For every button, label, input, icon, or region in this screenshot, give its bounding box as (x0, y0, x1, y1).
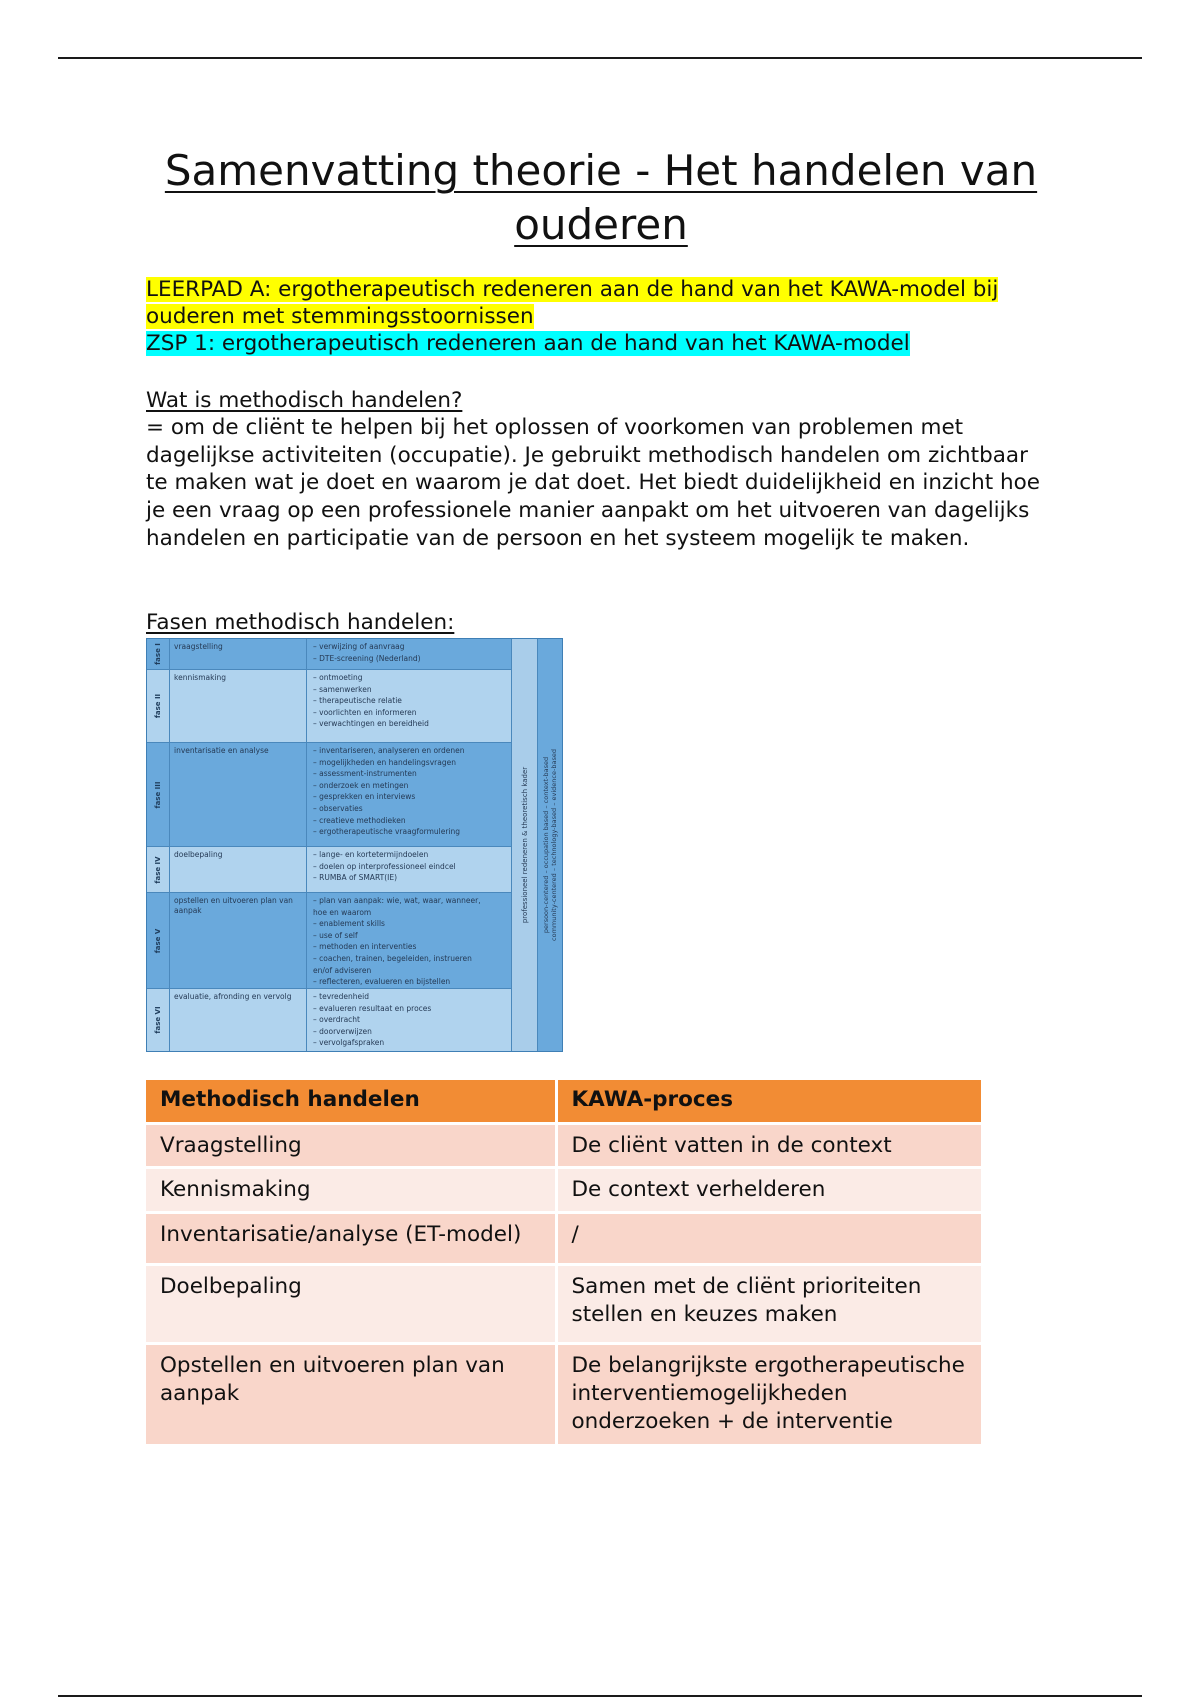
table-cell: Samen met de cliënt prioriteiten stellen en keuzes maken (556, 1264, 981, 1343)
side-label-1: professioneel redeneren & theoretisch kader (520, 766, 529, 924)
table-row (146, 1264, 981, 1343)
phase-row (147, 670, 511, 743)
table-cell: Inventarisatie/analyse (ET-model) (146, 1213, 556, 1265)
phase-name: vraagstelling (170, 639, 307, 669)
column-header: KAWA-proces (556, 1080, 981, 1123)
phase-item: – doorverwijzen (313, 1026, 372, 1036)
table-cell: De context verhelderen (556, 1168, 981, 1213)
phase-item: – observaties (313, 803, 363, 813)
figure-side-band-2 (537, 639, 562, 1051)
phase-item: – onderzoek en metingen (313, 780, 409, 790)
phase-items (307, 847, 511, 886)
zsp-highlight: ZSP 1: ergotherapeutisch redeneren aan de hand van het KAWA-model (146, 331, 910, 356)
phase-item: – mogelijkheden en handelingsvragen (313, 757, 456, 767)
side-label-2a: persoon-centered – occupation based – context-based (542, 756, 550, 934)
column-header: Methodisch handelen (146, 1080, 556, 1123)
table-row (146, 1123, 981, 1168)
phase-item: – enablement skills (313, 919, 385, 929)
phase-name: inventarisatie en analyse (170, 743, 307, 846)
phase-item: en/of adviseren (313, 965, 372, 975)
phase-item: – RUMBA of SMART(IE) (313, 873, 397, 883)
phases-figure (146, 638, 563, 1052)
phase-label: fase I (154, 643, 162, 665)
phase-items (307, 670, 511, 732)
phase-item: – tevredenheid (313, 992, 370, 1001)
phase-items (307, 743, 511, 840)
phase-items (307, 893, 511, 990)
phase-item: – doelen op interprofessioneel eindcel (313, 861, 456, 871)
leerpad-highlight: LEERPAD A: ergotherapeutisch redeneren aan de hand van het KAWA-model bij ouderen met stemmingsstoornissen (146, 277, 999, 329)
table-row (146, 1344, 981, 1446)
phase-row (147, 893, 511, 989)
table-header-row (146, 1080, 981, 1123)
phase-item: – verwachtingen en bereidheid (313, 719, 429, 729)
phase-label: fase III (154, 781, 162, 808)
table-cell: De cliënt vatten in de context (556, 1123, 981, 1168)
phase-item: – therapeutische relatie (313, 696, 402, 706)
phase-item: – methoden en interventies (313, 942, 417, 952)
phase-row (147, 743, 511, 847)
table-cell: Vraagstelling (146, 1123, 556, 1168)
phase-item: – evalueren resultaat en proces (313, 1003, 432, 1013)
table-cell: Kennismaking (146, 1168, 556, 1213)
phase-items (307, 989, 511, 1051)
phase-item: – gesprekken en interviews (313, 792, 416, 802)
phase-items (307, 639, 511, 666)
phases-heading: Fasen methodisch handelen: (146, 610, 455, 635)
phase-item: – samenwerken (313, 684, 372, 694)
phase-item: – overdracht (313, 1015, 360, 1025)
phase-item: – verwijzing of aanvraag (313, 642, 405, 651)
learning-path-block (146, 276, 1056, 357)
phase-label: fase IV (154, 855, 162, 884)
document-title: Samenvatting theorie - Het handelen van ouderen (164, 146, 1038, 249)
phase-item: – coachen, trainen, begeleiden, instrueren (313, 953, 472, 963)
phase-item: – inventariseren, analyseren en ordenen (313, 746, 465, 755)
table-row (146, 1168, 981, 1213)
phase-item: – vervolgafspraken (313, 1038, 385, 1048)
phase-item: hoe en waarom (313, 907, 372, 917)
phase-item: – plan van aanpak: wie, wat, waar, wanneer, (313, 896, 481, 905)
phase-label: fase V (154, 928, 162, 953)
top-rule (58, 57, 1142, 59)
table-row (146, 1213, 981, 1265)
phase-item: – ergotherapeutische vraagformulering (313, 827, 461, 837)
bottom-rule (58, 1695, 1142, 1697)
phase-name: evaluatie, afronding en vervolg (170, 989, 307, 1051)
phase-row (147, 639, 511, 670)
table-cell: De belangrijkste ergotherapeutische interventiemogelijkheden onderzoeken + de interventie (556, 1344, 981, 1446)
phase-item: – use of self (313, 930, 358, 940)
phase-item: – voorlichten en informeren (313, 707, 417, 717)
phase-label: fase II (154, 693, 162, 719)
phase-item: – creatieve methodieken (313, 815, 406, 825)
table-cell: Opstellen en uitvoeren plan van aanpak (146, 1344, 556, 1446)
phase-row (147, 989, 511, 1051)
comparison-table (146, 1080, 981, 1447)
phase-item: – assessment-instrumenten (313, 769, 417, 779)
question-heading: Wat is methodisch handelen? (146, 388, 463, 413)
phase-name: opstellen en uitvoeren plan van aanpak (170, 893, 307, 988)
phase-label: fase VI (154, 1006, 162, 1034)
phase-item: – lange- en kortetermijndoelen (313, 850, 429, 859)
phase-row (147, 847, 511, 893)
table-cell: / (556, 1213, 981, 1265)
phase-item: – DTE-screening (Nederland) (313, 653, 421, 663)
phase-name: doelbepaling (170, 847, 307, 892)
side-label-2b: community-centered – technology-based – evidence-based (550, 749, 558, 941)
phase-name: kennismaking (170, 670, 307, 742)
question-body: = om de cliënt te helpen bij het oplossen of voorkomen van problemen met dagelijkse activiteiten (occupatie). Je gebruikt methodisch handelen om zichtbaar te maken wat je doet en waarom je dat doet. Het biedt duidelijkheid en inzicht hoe je een vraag op een professionele manier aanpakt om het uitvoeren van dagelijks handelen en participatie van de persoon en het systeem mogelijk te maken. (146, 415, 1040, 551)
phase-item: – reflecteren, evalueren en bijstellen (313, 977, 451, 987)
figure-side-band-1 (511, 639, 537, 1051)
phase-item: – ontmoeting (313, 673, 363, 682)
table-cell: Doelbepaling (146, 1264, 556, 1343)
